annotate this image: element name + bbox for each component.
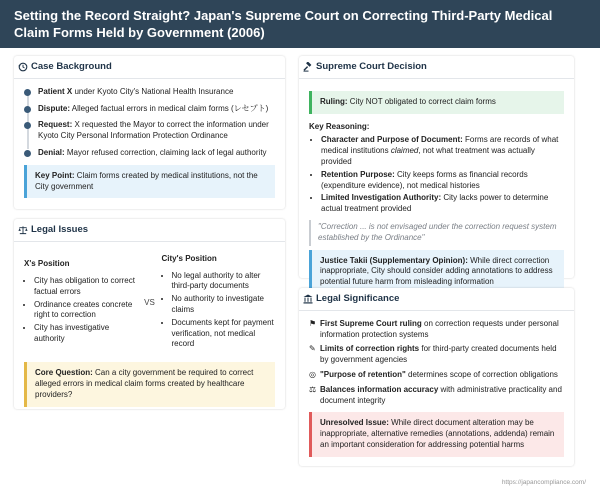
list-item: • Character and Purpose of Document: Forms are records of what medical institutions claimed, not what treatment was actually provided <box>321 135 564 167</box>
city-position <box>162 254 276 352</box>
timeline-item: Dispute: Alleged factual errors in medical claim forms (レセプト) <box>38 104 275 115</box>
source-link[interactable]: https://japancompliance.com/ <box>501 479 586 486</box>
case-background-card <box>14 56 285 209</box>
timeline-dot <box>24 150 31 157</box>
list-item: • No authority to investigate claims <box>172 294 276 316</box>
x-position-heading: X's Position <box>24 259 70 269</box>
timeline-item: Patient X under Kyoto City's National Health Insurance <box>38 87 275 98</box>
right-column <box>299 56 574 466</box>
landmark-icon <box>303 294 313 304</box>
timeline-dot <box>24 122 31 129</box>
reasoning-heading: Key Reasoning: <box>309 121 370 131</box>
significance-item: ⚑ First Supreme Court ruling on correction requests under personal information protection systems <box>309 318 559 339</box>
ordinance-quote: "Correction ... is not envisaged under the correction request system established by the Ordinance" <box>309 220 564 246</box>
ruling-callout: Ruling: City NOT obligated to correct claim forms <box>309 91 564 114</box>
scales-icon <box>18 225 28 235</box>
x-position <box>24 259 138 347</box>
significance-item: ◎ "Purpose of retention" determines scope of correction obligations <box>309 370 558 379</box>
list-item: • City has obligation to correct factual errors <box>34 276 138 298</box>
case-background-title: Case Background <box>31 61 112 72</box>
content-area <box>0 48 600 466</box>
decision-card <box>299 56 574 287</box>
vs-label: VS <box>144 297 155 307</box>
list-item: • Documents kept for payment verification, not medical record <box>172 318 276 350</box>
significance-item: ✎ Limits of correction rights for third-party created documents held by government agencies <box>309 344 557 365</box>
gavel-icon <box>303 62 313 72</box>
timeline-item: Request: X requested the Mayor to correct the information under Kyoto City Personal Information Protection Ordinance <box>38 120 275 142</box>
history-icon <box>18 62 28 72</box>
significance-item: ⚖ Balances information accuracy with administrative practicality and document integrity <box>309 384 562 405</box>
list-item: • No legal authority to alter third-party documents <box>172 271 276 293</box>
balance-icon: ⚖ <box>309 384 317 394</box>
positions-comparison <box>24 254 275 352</box>
opinion-callout: Justice Takii (Supplementary Opinion): While direct correction inappropriate, City should consider adding annotations to address potential future harm from misleading information <box>309 250 564 294</box>
target-icon: ◎ <box>309 370 316 379</box>
key-point-callout: Key Point: Claim forms created by medical institutions, not the City government <box>24 165 275 199</box>
significance-card <box>299 288 574 466</box>
edit-icon: ✎ <box>309 344 316 354</box>
significance-title: Legal Significance <box>316 293 400 304</box>
city-position-heading: City's Position <box>161 253 217 263</box>
reasoning-list <box>309 135 564 215</box>
case-timeline <box>24 87 275 159</box>
timeline-dot <box>24 89 31 96</box>
unresolved-callout: Unresolved Issue: While direct document alteration may be inappropriate, alternative remedies (annotations, addenda) remain an important consideration for addressing potential harms <box>309 412 564 456</box>
list-item: • Ordinance creates concrete right to correction <box>34 300 138 322</box>
timeline-item: Denial: Mayor refused correction, claiming lack of legal authority <box>38 148 275 159</box>
page-title: Setting the Record Straight? Japan's Supreme Court on Correcting Third-Party Medical Claim Forms Held by Government (2006) <box>14 8 553 40</box>
legal-issues-card <box>14 219 285 409</box>
left-column <box>14 56 285 466</box>
legal-issues-title: Legal Issues <box>31 224 89 235</box>
list-item: • Retention Purpose: City keeps forms as financial records (expenditure evidence), not medical histories <box>321 170 564 192</box>
page-header <box>0 0 600 48</box>
timeline-dot <box>24 106 31 113</box>
list-item: • Limited Investigation Authority: City lacks power to determine actual treatment provided <box>321 193 564 215</box>
list-item: • City has investigative authority <box>34 323 138 345</box>
core-question-callout: Core Question: Can a city government be required to correct alleged errors in medical claim forms created by healthcare providers? <box>24 362 275 406</box>
flag-icon: ⚑ <box>309 318 317 328</box>
decision-title: Supreme Court Decision <box>316 61 427 72</box>
